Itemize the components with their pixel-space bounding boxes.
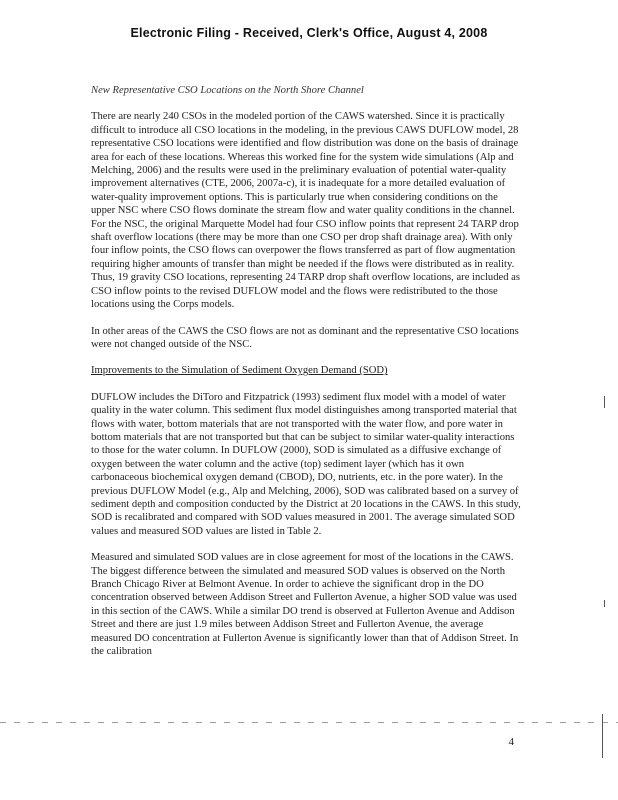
paragraph-duflow-sod: DUFLOW includes the DiToro and Fitzpatrick (1993) sediment flux model with a model of water quality in the water column. This sediment flux model distinguishes among transported material that flows with water, bottom materials that are not transported with the water flow, and pore water in bottom materials that are not transported but that can be subject to similar water-quality interactions to those for the water column. In DUFLOW (2000), SOD is simulated as a diffusive exchange of oxygen between the water column and the active (top) sediment layer (which has it own carbonaceous biochemical oxygen demand (CBOD), DO, nutrients, etc. in the pore water). In the previous DUFLOW Model (e.g., Alp and Melching, 2006), SOD was calibrated based on a survey of sediment depth and composition conducted by the District at 20 locations in the CAWS. In this study, SOD is recalibrated and compared with SOD values measured in 2001. The average simulated SOD values and measured SOD values are listed in Table 2. xyxy=(91,391,521,537)
scan-edge-mark-middle xyxy=(604,600,605,607)
scan-edge-mark-top xyxy=(604,396,605,408)
paragraph-cso-other-areas: In other areas of the CAWS the CSO flows are not as dominant and the representative CSO locations were not changed outside of the NSC. xyxy=(91,325,519,350)
section-title-sod: Improvements to the Simulation of Sediment Oxygen Demand (SOD) xyxy=(91,365,388,377)
section-title-cso: New Representative CSO Locations on the North Shore Channel xyxy=(91,85,364,96)
page-number: 4 xyxy=(508,736,514,748)
paragraph-cso-representative: There are nearly 240 CSOs in the modeled portion of the CAWS watershed. Since it is practically difficult to introduce all CSO locations in the modeling, in the previous CAWS DUFLOW model, 28 representative CSO locations were identified and flow distribution was done on the basis of drainage area for each of these locations. Whereas this worked fine for the system wide simulations (Alp and Melching, 2006) and the results were used in the preliminary evaluation of potential water-quality improvement alternatives (CTE, 2006, 2007a-c), it is inadequate for a more detailed evaluation of water-quality improvement options. This is particularly true when considering conditions on the upper NSC where CSO flows dominate the stream flow and water quality conditions in the channel. For the NSC, the original Marquette Model had four CSO inflow points that represent 24 TARP drop shaft overflow locations (there may be more than one CSO per drop shaft drainage area). With only four inflow points, the CSO flows can overpower the flows transferred as part of flow augmentation requiring higher amounts of transfer than might be needed if the flows were distributed as in reality. Thus, 19 gravity CSO locations, representing 24 TARP drop shaft overflow locations, are included as CSO inflow points to the revised DUFLOW model and the flows were redistributed to the those locations using the Corps models. xyxy=(91,111,520,311)
document-body xyxy=(91,84,523,671)
filing-header: Electronic Filing - Received, Clerk's Office, August 4, 2008 xyxy=(130,26,488,40)
paragraph-measured-simulated-sod: Measured and simulated SOD values are in close agreement for most of the locations in the CAWS. The biggest difference between the simulated and measured SOD values is observed on the North Branch Chicago River at Belmont Avenue. In order to achieve the significant drop in the DO concentration observed between Addison Street and Fullerton Avenue, a higher SOD value was used in this section of the CAWS. While a similar DO trend is observed at Fullerton Avenue and Addison Street and there are just 1.9 miles between Addison Street and Fullerton Avenue, the average measured DO concentration at Fullerton Avenue is significantly lower than that of Addison Street. In the calibration xyxy=(91,552,519,658)
scan-edge-mark-bottom xyxy=(602,714,603,758)
scan-dashed-line xyxy=(0,722,618,723)
